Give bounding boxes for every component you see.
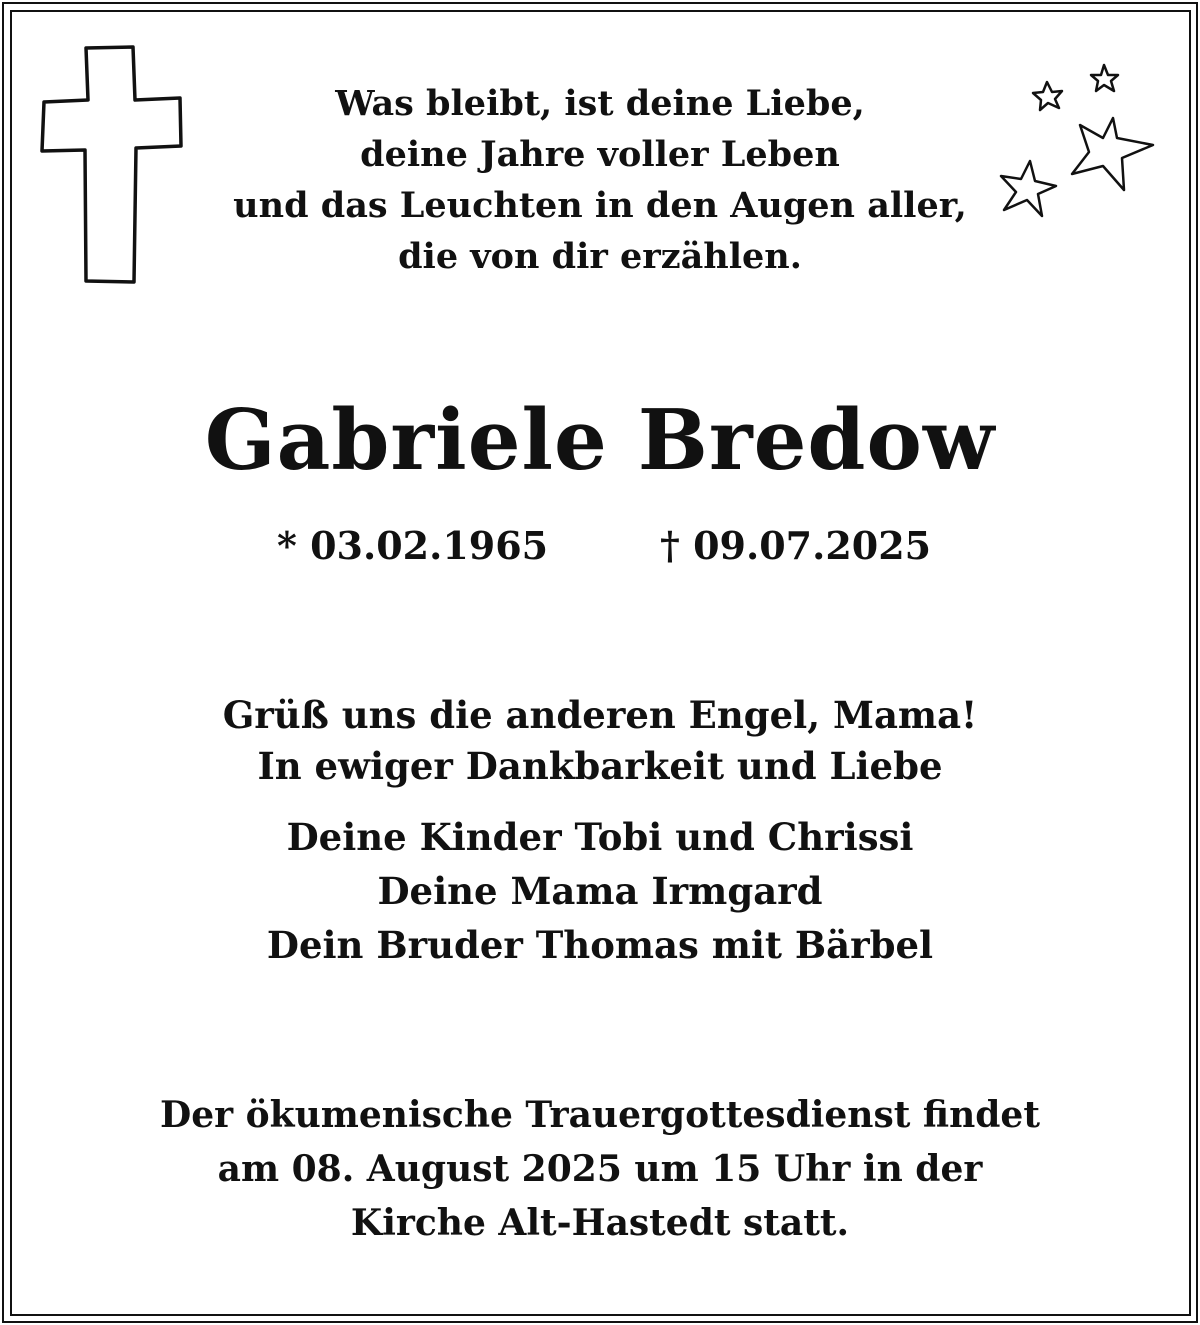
birth-date: * 03.02.1965 bbox=[277, 523, 549, 568]
poem-line: und das Leuchten in den Augen aller, bbox=[233, 185, 967, 226]
death-date: † 09.07.2025 bbox=[660, 523, 932, 568]
poem-line: deine Jahre voller Leben bbox=[360, 134, 840, 175]
family-list bbox=[0, 810, 1200, 972]
poem bbox=[0, 78, 1200, 282]
service-line: am 08. August 2025 um 15 Uhr in der bbox=[217, 1148, 983, 1190]
poem-line: die von dir erzählen. bbox=[398, 236, 802, 277]
farewell-message bbox=[0, 690, 1200, 792]
service-announcement bbox=[0, 1088, 1200, 1250]
family-line: Deine Kinder Tobi und Chrissi bbox=[286, 815, 914, 859]
poem-line: Was bleibt, ist deine Liebe, bbox=[335, 83, 865, 124]
family-line: Deine Mama Irmgard bbox=[377, 869, 823, 913]
deceased-name: Gabriele Bredow bbox=[204, 391, 996, 489]
message-line: Grüß uns die anderen Engel, Mama! bbox=[222, 693, 978, 737]
service-line: Kirche Alt-Hastedt statt. bbox=[350, 1202, 850, 1244]
family-line: Dein Bruder Thomas mit Bärbel bbox=[266, 923, 934, 967]
service-line: Der ökumenische Trauergottesdienst findet bbox=[160, 1094, 1040, 1136]
message-line: In ewiger Dankbarkeit und Liebe bbox=[257, 744, 943, 788]
